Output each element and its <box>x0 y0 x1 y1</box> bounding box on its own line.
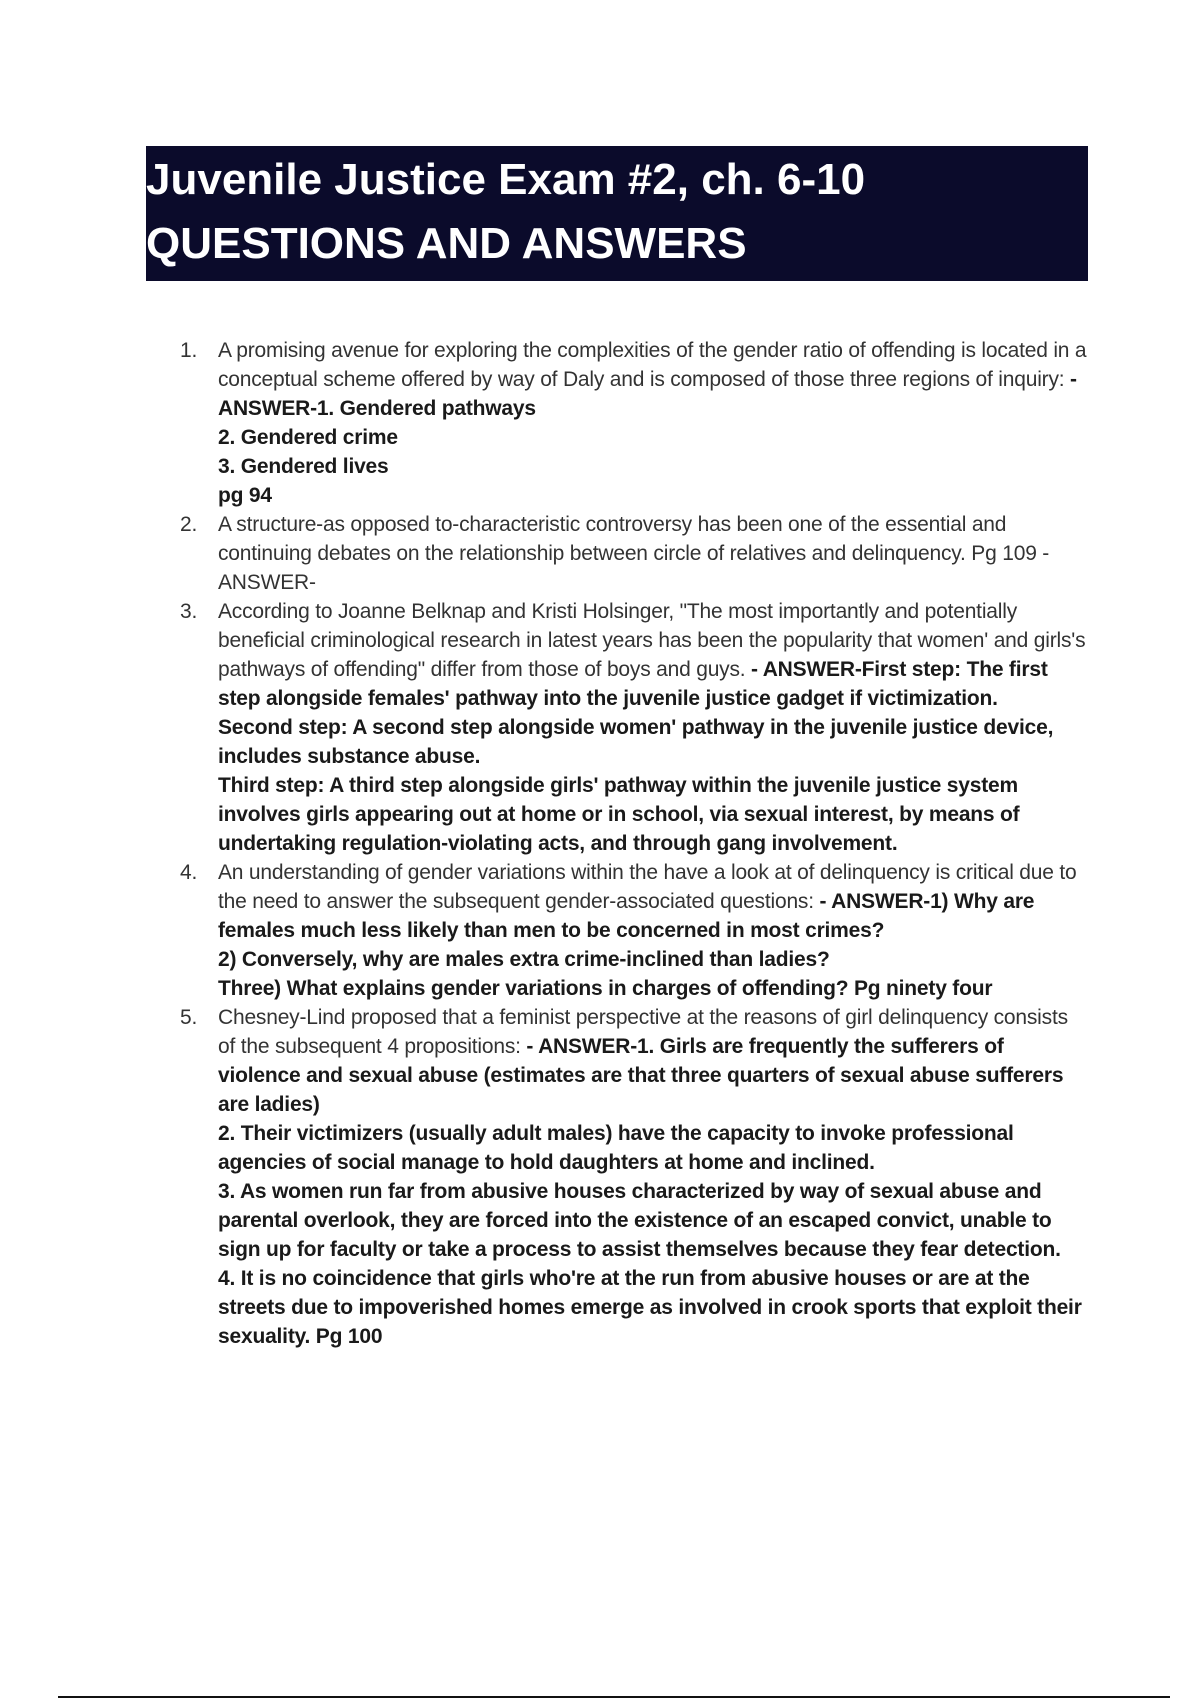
question-text: Chesney-Lind proposed that a feminist perspective at the reasons of girl delinquency consists of the subsequent 4 propositions: <box>218 1006 1068 1058</box>
answer-line: Third step: A third step alongside girls' pathway within the juvenile justice system involves girls appearing out at home or in school, via sexual interest, by means of undertaking regulation-violating acts, and through gang involvement. <box>218 774 1020 855</box>
title-banner <box>146 146 1088 281</box>
qa-item <box>180 1003 1090 1351</box>
question-text: A promising avenue for exploring the complexities of the gender ratio of offending is located in a conceptual scheme offered by way of Daly and is composed of those three regions of inquiry: <box>218 339 1087 391</box>
item-number: 3. <box>180 600 198 623</box>
answer-line: 2) Conversely, why are males extra crime-inclined than ladies? <box>218 948 830 971</box>
item-number: 4. <box>180 861 198 884</box>
answer-line: Second step: A second step alongside women' pathway in the juvenile justice device, includes substance abuse. <box>218 716 1054 768</box>
qa-item <box>180 597 1090 858</box>
answer-text: - ANSWER-1. Gendered pathways <box>218 368 1077 420</box>
answer-line: 3. As women run far from abusive houses characterized by way of sexual abuse and parental overlook, they are forced into the existence of an escaped convict, unable to sign up for faculty or take a process to assist themselves because they fear detection. <box>218 1180 1061 1261</box>
answer-line: 2. Gendered crime <box>218 426 398 449</box>
qa-item <box>180 510 1090 597</box>
answer-line: pg 94 <box>218 484 272 507</box>
question-text: According to Joanne Belknap and Kristi Holsinger, "The most importantly and potentially beneficial criminological research in latest years has been the popularity that women' and girls's pathways of offending" differ from those of boys and guys. <box>218 600 1086 681</box>
qa-item <box>180 858 1090 1003</box>
document-subtitle: QUESTIONS AND ANSWERS <box>146 219 747 268</box>
question-text: A structure-as opposed to-characteristic controversy has been one of the essential and continuing debates on the relationship between circle of relatives and delinquency. Pg 109 - ANSWER- <box>218 513 1050 594</box>
qa-list <box>180 336 1090 1351</box>
answer-text: - ANSWER-1) Why are females much less likely than men to be concerned in most crimes? <box>218 890 1035 942</box>
item-number: 2. <box>180 513 198 536</box>
item-number: 5. <box>180 1006 198 1029</box>
answer-line: 3. Gendered lives <box>218 455 389 478</box>
answer-line: 4. It is no coincidence that girls who're at the run from abusive houses or are at the streets due to impoverished homes emerge as involved in crook sports that exploit their sexuality. Pg 100 <box>218 1267 1082 1348</box>
item-number: 1. <box>180 339 198 362</box>
answer-line: 2. Their victimizers (usually adult males) have the capacity to invoke professional agencies of social manage to hold daughters at home and inclined. <box>218 1122 1014 1174</box>
document-title: Juvenile Justice Exam #2, ch. 6-10 <box>146 155 866 204</box>
footer-rule <box>58 1696 1170 1698</box>
question-text: An understanding of gender variations within the have a look at of delinquency is critical due to the need to answer the subsequent gender-associated questions: <box>218 861 1077 913</box>
qa-item <box>180 336 1090 510</box>
answer-line: Three) What explains gender variations in charges of offending? Pg ninety four <box>218 977 993 1000</box>
answer-text: - ANSWER-1. Girls are frequently the sufferers of violence and sexual abuse (estimates are that three quarters of sexual abuse sufferers are ladies) <box>218 1035 1064 1116</box>
answer-text: - ANSWER-First step: The first step alongside females' pathway into the juvenile justice gadget if victimization. <box>218 658 1048 710</box>
